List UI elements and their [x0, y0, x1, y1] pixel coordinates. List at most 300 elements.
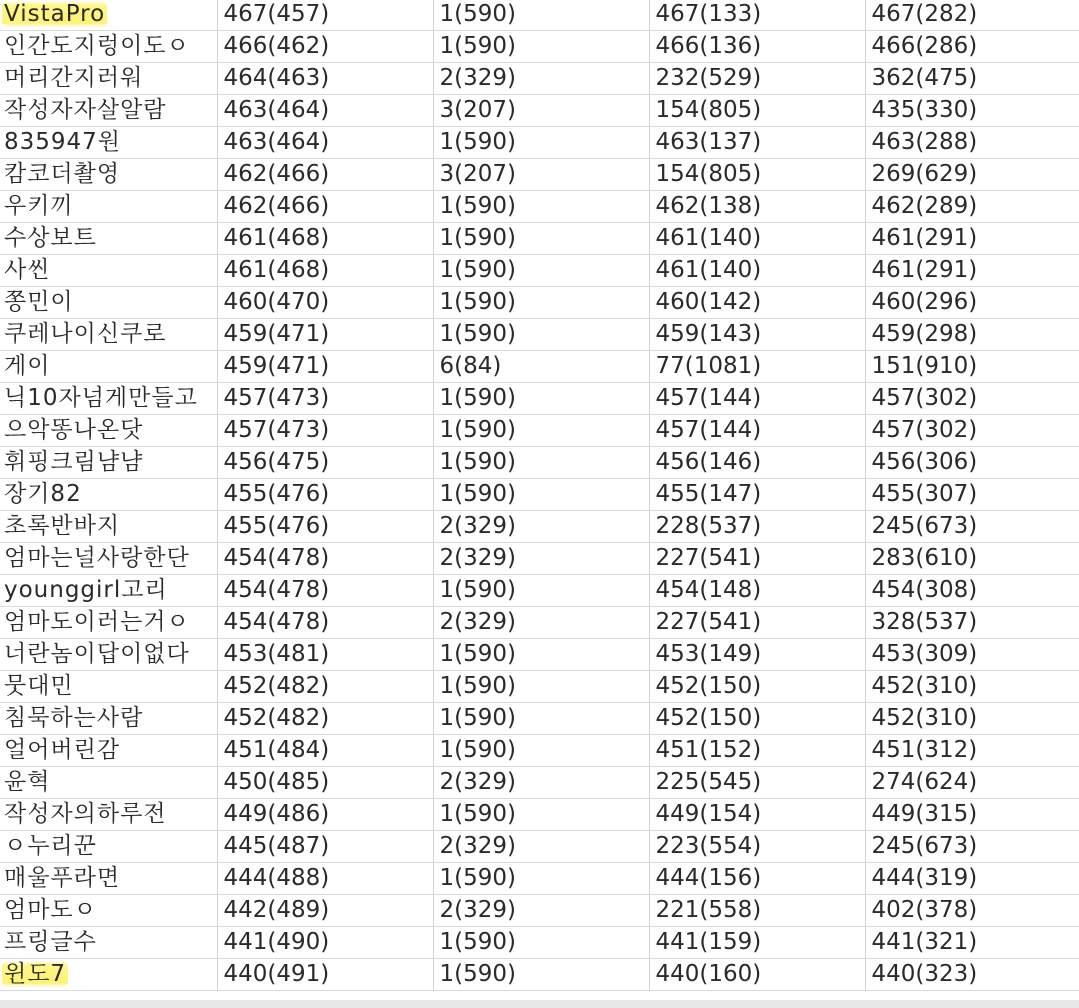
- score-cell[interactable]: [217, 191, 433, 223]
- cell-text: 으악똥나온닷: [4, 417, 144, 443]
- name-cell[interactable]: [0, 415, 217, 447]
- score-cell[interactable]: [217, 799, 433, 831]
- score-cell[interactable]: [217, 255, 433, 287]
- count-cell[interactable]: [433, 511, 649, 543]
- name-cell[interactable]: [0, 255, 217, 287]
- score-cell[interactable]: [217, 735, 433, 767]
- cell-text: 459(471): [223, 321, 330, 347]
- score-cell[interactable]: [217, 767, 433, 799]
- alt-score-cell[interactable]: [865, 127, 1079, 159]
- cell-text: 441(159): [655, 929, 762, 955]
- cell-text: 프링글수: [4, 929, 97, 955]
- cell-text: 460(142): [655, 289, 762, 315]
- count-cell[interactable]: [433, 703, 649, 735]
- name-cell[interactable]: [0, 31, 217, 63]
- name-cell[interactable]: [0, 287, 217, 319]
- table-row: [0, 95, 1079, 127]
- cell-text: 윤혁: [4, 769, 51, 795]
- count-cell[interactable]: [433, 0, 649, 31]
- alt-score-cell[interactable]: [865, 959, 1079, 991]
- name-cell[interactable]: [0, 543, 217, 575]
- cell-text: 362(475): [871, 65, 978, 91]
- cell-text: 1(590): [439, 193, 516, 219]
- name-cell[interactable]: [0, 479, 217, 511]
- cell-text: 440(491): [223, 961, 330, 987]
- count-cell[interactable]: [433, 63, 649, 95]
- cell-text: 459(298): [871, 321, 978, 347]
- alt-score-cell[interactable]: [865, 351, 1079, 383]
- alt-score-cell[interactable]: [865, 223, 1079, 255]
- cell-text: 449(154): [655, 801, 762, 827]
- score-cell[interactable]: [217, 383, 433, 415]
- cell-text: 451(152): [655, 737, 762, 763]
- cell-text: 453(309): [871, 641, 978, 667]
- cell-text: 1(590): [439, 225, 516, 251]
- cell-text: 1(590): [439, 449, 516, 475]
- cell-text: 453(481): [223, 641, 330, 667]
- alt-score-cell[interactable]: [865, 255, 1079, 287]
- score-cell[interactable]: [217, 703, 433, 735]
- average-cell[interactable]: [649, 383, 865, 415]
- table-row: [0, 319, 1079, 351]
- alt-score-cell[interactable]: [865, 671, 1079, 703]
- count-cell[interactable]: [433, 543, 649, 575]
- table-row: [0, 447, 1079, 479]
- score-cell[interactable]: [217, 607, 433, 639]
- cell-text: 245(673): [871, 833, 978, 859]
- alt-score-cell[interactable]: [865, 415, 1079, 447]
- cell-text: 뭇대민: [4, 673, 74, 699]
- alt-score-cell[interactable]: [865, 895, 1079, 927]
- name-cell[interactable]: [0, 63, 217, 95]
- average-cell[interactable]: [649, 543, 865, 575]
- cell-text: 402(378): [871, 897, 978, 923]
- count-cell[interactable]: [433, 639, 649, 671]
- count-cell[interactable]: [433, 255, 649, 287]
- cell-text: 460(296): [871, 289, 978, 315]
- count-cell[interactable]: [433, 191, 649, 223]
- cell-text: 455(476): [223, 481, 330, 507]
- average-cell[interactable]: [649, 831, 865, 863]
- cell-text: 455(307): [871, 481, 978, 507]
- cell-text: 1(590): [439, 33, 516, 59]
- cell-text: 휘핑크림냠냠: [4, 449, 144, 475]
- average-cell[interactable]: [649, 351, 865, 383]
- score-cell[interactable]: [217, 895, 433, 927]
- cell-text: 2(329): [439, 609, 516, 635]
- count-cell[interactable]: [433, 735, 649, 767]
- alt-score-cell[interactable]: [865, 191, 1079, 223]
- average-cell[interactable]: [649, 671, 865, 703]
- name-cell[interactable]: [0, 0, 217, 31]
- count-cell[interactable]: [433, 959, 649, 991]
- cell-text: 459(143): [655, 321, 762, 347]
- table-row: [0, 511, 1079, 543]
- count-cell[interactable]: [433, 927, 649, 959]
- average-cell[interactable]: [649, 159, 865, 191]
- name-cell[interactable]: [0, 703, 217, 735]
- count-cell[interactable]: [433, 895, 649, 927]
- table-row: [0, 223, 1079, 255]
- cell-text: 452(150): [655, 705, 762, 731]
- cell-text: 1(590): [439, 417, 516, 443]
- cell-text: 457(473): [223, 385, 330, 411]
- alt-score-cell[interactable]: [865, 0, 1079, 31]
- cell-text: 463(464): [223, 97, 330, 123]
- cell-text: 장기82: [4, 481, 82, 507]
- cell-text: 463(288): [871, 129, 978, 155]
- score-cell[interactable]: [217, 959, 433, 991]
- cell-text: 1(590): [439, 385, 516, 411]
- cell-text: 머리간지러워: [4, 65, 144, 91]
- alt-score-cell[interactable]: [865, 575, 1079, 607]
- cell-text: 454(308): [871, 577, 978, 603]
- cell-text: 466(462): [223, 33, 330, 59]
- cell-text: 444(488): [223, 865, 330, 891]
- cell-text: 452(482): [223, 673, 330, 699]
- name-cell[interactable]: [0, 927, 217, 959]
- table-row: [0, 895, 1079, 927]
- cell-text: 456(146): [655, 449, 762, 475]
- name-cell[interactable]: [0, 383, 217, 415]
- table-row: [0, 927, 1079, 959]
- average-cell[interactable]: [649, 127, 865, 159]
- name-cell[interactable]: [0, 575, 217, 607]
- cell-text: 1(590): [439, 737, 516, 763]
- average-cell[interactable]: [649, 63, 865, 95]
- cell-text: 461(291): [871, 257, 978, 283]
- average-cell[interactable]: [649, 479, 865, 511]
- cell-text: 454(478): [223, 609, 330, 635]
- count-cell[interactable]: [433, 799, 649, 831]
- name-cell[interactable]: [0, 799, 217, 831]
- cell-text: 449(486): [223, 801, 330, 827]
- name-cell[interactable]: [0, 863, 217, 895]
- cell-text: 게이: [4, 353, 51, 379]
- cell-text: 154(805): [655, 97, 762, 123]
- table-row: [0, 735, 1079, 767]
- cell-text: ㅇ누리꾼: [4, 833, 97, 859]
- score-cell[interactable]: [217, 511, 433, 543]
- alt-score-cell[interactable]: [865, 543, 1079, 575]
- count-cell[interactable]: [433, 383, 649, 415]
- name-cell[interactable]: [0, 511, 217, 543]
- cell-text: 452(150): [655, 673, 762, 699]
- score-cell[interactable]: [217, 31, 433, 63]
- cell-text: 454(478): [223, 545, 330, 571]
- cell-text: 457(473): [223, 417, 330, 443]
- average-cell[interactable]: [649, 287, 865, 319]
- alt-score-cell[interactable]: [865, 799, 1079, 831]
- count-cell[interactable]: [433, 95, 649, 127]
- cell-text: 2(329): [439, 513, 516, 539]
- cell-text: 467(457): [223, 1, 330, 27]
- cell-text: 인간도지렁이도ㅇ: [4, 33, 190, 59]
- name-cell[interactable]: [0, 671, 217, 703]
- average-cell[interactable]: [649, 319, 865, 351]
- cell-text: 835947원: [4, 129, 122, 155]
- score-cell[interactable]: [217, 95, 433, 127]
- score-cell[interactable]: [217, 287, 433, 319]
- cell-text: 닉10자넘게만들고: [4, 385, 198, 411]
- cell-text: 228(537): [655, 513, 762, 539]
- average-cell[interactable]: [649, 415, 865, 447]
- cell-text: 440(323): [871, 961, 978, 987]
- alt-score-cell[interactable]: [865, 511, 1079, 543]
- cell-text: 452(310): [871, 705, 978, 731]
- table-row: [0, 0, 1079, 31]
- cell-text: 461(291): [871, 225, 978, 251]
- cell-text: 작성자자살알람: [4, 97, 167, 123]
- cell-text: 1(590): [439, 129, 516, 155]
- alt-score-cell[interactable]: [865, 735, 1079, 767]
- cell-text: 1(590): [439, 801, 516, 827]
- table-row: [0, 607, 1079, 639]
- count-cell[interactable]: [433, 159, 649, 191]
- cell-text: 227(541): [655, 609, 762, 635]
- table-row: [0, 671, 1079, 703]
- cell-text: 441(490): [223, 929, 330, 955]
- cell-text: 1(590): [439, 321, 516, 347]
- cell-text: 445(487): [223, 833, 330, 859]
- average-cell[interactable]: [649, 959, 865, 991]
- cell-text: 221(558): [655, 897, 762, 923]
- cell-text: 1(590): [439, 641, 516, 667]
- name-cell[interactable]: [0, 607, 217, 639]
- cell-text: 457(144): [655, 417, 762, 443]
- highlighted-name-text: VistaPro: [4, 1, 106, 27]
- cell-text: 77(1081): [655, 353, 762, 379]
- cell-text: 456(475): [223, 449, 330, 475]
- count-cell[interactable]: [433, 767, 649, 799]
- score-cell[interactable]: [217, 927, 433, 959]
- name-cell[interactable]: [0, 191, 217, 223]
- average-cell[interactable]: [649, 799, 865, 831]
- name-cell[interactable]: [0, 127, 217, 159]
- table-row: [0, 863, 1079, 895]
- score-cell[interactable]: [217, 127, 433, 159]
- alt-score-cell[interactable]: [865, 831, 1079, 863]
- score-cell[interactable]: [217, 0, 433, 31]
- name-cell[interactable]: [0, 95, 217, 127]
- count-cell[interactable]: [433, 223, 649, 255]
- name-cell[interactable]: [0, 895, 217, 927]
- cell-text: 442(489): [223, 897, 330, 923]
- cell-text: 2(329): [439, 769, 516, 795]
- cell-text: 사씬: [4, 257, 51, 283]
- cell-text: 151(910): [871, 353, 978, 379]
- table-row: [0, 287, 1079, 319]
- count-cell[interactable]: [433, 287, 649, 319]
- cell-text: 2(329): [439, 833, 516, 859]
- score-cell[interactable]: [217, 575, 433, 607]
- average-cell[interactable]: [649, 735, 865, 767]
- average-cell[interactable]: [649, 575, 865, 607]
- alt-score-cell[interactable]: [865, 287, 1079, 319]
- table-row: [0, 703, 1079, 735]
- table-row: [0, 159, 1079, 191]
- table-row: [0, 63, 1079, 95]
- score-cell[interactable]: [217, 479, 433, 511]
- cell-text: 1(590): [439, 257, 516, 283]
- name-cell[interactable]: [0, 735, 217, 767]
- cell-text: 얼어버린감: [4, 737, 121, 763]
- cell-text: 456(306): [871, 449, 978, 475]
- cell-text: 452(482): [223, 705, 330, 731]
- cell-text: 461(468): [223, 257, 330, 283]
- cell-text: 작성자의하루전: [4, 801, 167, 827]
- name-cell[interactable]: [0, 831, 217, 863]
- cell-text: 454(478): [223, 577, 330, 603]
- cell-text: 1(590): [439, 289, 516, 315]
- count-cell[interactable]: [433, 671, 649, 703]
- score-cell[interactable]: [217, 63, 433, 95]
- average-cell[interactable]: [649, 895, 865, 927]
- alt-score-cell[interactable]: [865, 863, 1079, 895]
- score-cell[interactable]: [217, 863, 433, 895]
- score-cell[interactable]: [217, 671, 433, 703]
- score-cell[interactable]: [217, 543, 433, 575]
- cell-text: 451(484): [223, 737, 330, 763]
- count-cell[interactable]: [433, 831, 649, 863]
- alt-score-cell[interactable]: [865, 319, 1079, 351]
- average-cell[interactable]: [649, 639, 865, 671]
- average-cell[interactable]: [649, 447, 865, 479]
- cell-text: 1(590): [439, 705, 516, 731]
- cell-text: 매울푸라면: [4, 865, 121, 891]
- alt-score-cell[interactable]: [865, 639, 1079, 671]
- count-cell[interactable]: [433, 479, 649, 511]
- average-cell[interactable]: [649, 95, 865, 127]
- name-cell[interactable]: [0, 639, 217, 671]
- count-cell[interactable]: [433, 351, 649, 383]
- alt-score-cell[interactable]: [865, 159, 1079, 191]
- table-row: [0, 415, 1079, 447]
- table-row: [0, 191, 1079, 223]
- name-cell[interactable]: [0, 223, 217, 255]
- count-cell[interactable]: [433, 31, 649, 63]
- average-cell[interactable]: [649, 703, 865, 735]
- count-cell[interactable]: [433, 415, 649, 447]
- score-cell[interactable]: [217, 415, 433, 447]
- cell-text: 328(537): [871, 609, 978, 635]
- cell-text: 462(138): [655, 193, 762, 219]
- table-row: [0, 575, 1079, 607]
- cell-text: younggirl고리: [4, 577, 168, 603]
- cell-text: 수상보트: [4, 225, 97, 251]
- cell-text: 462(466): [223, 193, 330, 219]
- alt-score-cell[interactable]: [865, 767, 1079, 799]
- table-row: [0, 255, 1079, 287]
- cell-text: 엄마는널사랑한단: [4, 545, 190, 571]
- average-cell[interactable]: [649, 31, 865, 63]
- cell-text: 1(590): [439, 865, 516, 891]
- name-cell[interactable]: [0, 159, 217, 191]
- count-cell[interactable]: [433, 575, 649, 607]
- average-cell[interactable]: [649, 607, 865, 639]
- name-cell[interactable]: [0, 959, 217, 991]
- cell-text: 1(590): [439, 1, 516, 27]
- average-cell[interactable]: [649, 191, 865, 223]
- alt-score-cell[interactable]: [865, 607, 1079, 639]
- count-cell[interactable]: [433, 863, 649, 895]
- count-cell[interactable]: [433, 447, 649, 479]
- alt-score-cell[interactable]: [865, 31, 1079, 63]
- cell-text: 457(302): [871, 385, 978, 411]
- alt-score-cell[interactable]: [865, 95, 1079, 127]
- cell-text: 461(468): [223, 225, 330, 251]
- cell-text: 너란놈이답이없다: [4, 641, 190, 667]
- cell-text: 461(140): [655, 257, 762, 283]
- cell-text: 154(805): [655, 161, 762, 187]
- alt-score-cell[interactable]: [865, 479, 1079, 511]
- average-cell[interactable]: [649, 863, 865, 895]
- cell-text: 쿠레나이신쿠로: [4, 321, 167, 347]
- cell-text: 6(84): [439, 353, 502, 379]
- average-cell[interactable]: [649, 767, 865, 799]
- cell-text: 450(485): [223, 769, 330, 795]
- name-cell[interactable]: [0, 447, 217, 479]
- cell-text: 1(590): [439, 961, 516, 987]
- cell-text: 3(207): [439, 97, 516, 123]
- name-cell[interactable]: [0, 767, 217, 799]
- cell-text: 274(624): [871, 769, 978, 795]
- count-cell[interactable]: [433, 127, 649, 159]
- cell-text: 463(137): [655, 129, 762, 155]
- cell-text: 452(310): [871, 673, 978, 699]
- score-cell[interactable]: [217, 831, 433, 863]
- table-row: [0, 959, 1079, 991]
- cell-text: 459(471): [223, 353, 330, 379]
- cell-text: 캄코더촬영: [4, 161, 121, 187]
- cell-text: 467(282): [871, 1, 978, 27]
- cell-text: 225(545): [655, 769, 762, 795]
- alt-score-cell[interactable]: [865, 703, 1079, 735]
- score-cell[interactable]: [217, 447, 433, 479]
- cell-text: 441(321): [871, 929, 978, 955]
- cell-text: 엄마도이러는거ㅇ: [4, 609, 190, 635]
- average-cell[interactable]: [649, 255, 865, 287]
- next-row-edge: [0, 1000, 1079, 1008]
- table-row: [0, 351, 1079, 383]
- cell-text: 1(590): [439, 577, 516, 603]
- table-row: [0, 31, 1079, 63]
- alt-score-cell[interactable]: [865, 447, 1079, 479]
- average-cell[interactable]: [649, 511, 865, 543]
- cell-text: 461(140): [655, 225, 762, 251]
- score-cell[interactable]: [217, 351, 433, 383]
- cell-text: 449(315): [871, 801, 978, 827]
- cell-text: 466(136): [655, 33, 762, 59]
- score-cell[interactable]: [217, 639, 433, 671]
- name-cell[interactable]: [0, 351, 217, 383]
- table-row: [0, 543, 1079, 575]
- alt-score-cell[interactable]: [865, 63, 1079, 95]
- name-cell[interactable]: [0, 319, 217, 351]
- cell-text: 1(590): [439, 929, 516, 955]
- average-cell[interactable]: [649, 927, 865, 959]
- average-cell[interactable]: [649, 223, 865, 255]
- cell-text: 2(329): [439, 545, 516, 571]
- alt-score-cell[interactable]: [865, 927, 1079, 959]
- score-cell[interactable]: [217, 319, 433, 351]
- average-cell[interactable]: [649, 0, 865, 31]
- count-cell[interactable]: [433, 319, 649, 351]
- alt-score-cell[interactable]: [865, 383, 1079, 415]
- score-cell[interactable]: [217, 159, 433, 191]
- count-cell[interactable]: [433, 607, 649, 639]
- score-cell[interactable]: [217, 223, 433, 255]
